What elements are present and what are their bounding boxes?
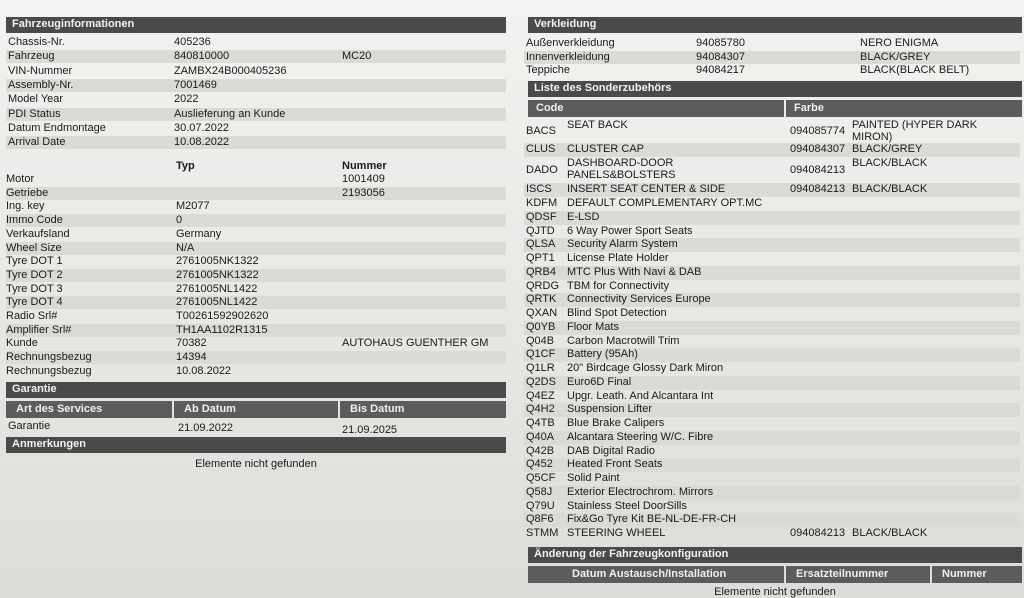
row-value: 2761005NL1422 bbox=[176, 282, 258, 295]
row-value: 7001469 bbox=[174, 78, 217, 91]
sonder-farbe: BLACK/BLACK bbox=[852, 157, 928, 169]
sonder-row bbox=[524, 225, 1020, 239]
sonder-num: 094084213 bbox=[790, 163, 846, 176]
sonder-num: 094085774 bbox=[790, 124, 846, 137]
row-label: Radio Srl# bbox=[6, 310, 58, 322]
row-value: 405236 bbox=[174, 36, 211, 48]
component-info-row bbox=[6, 228, 506, 241]
sonder-row bbox=[524, 183, 1020, 197]
sonder-num: 094084213 bbox=[790, 183, 846, 195]
verkleidung-label: Teppiche bbox=[526, 64, 571, 76]
sonder-desc: Suspension Lifter bbox=[567, 403, 652, 416]
sonder-code: Q0YB bbox=[526, 320, 556, 333]
vehicle-info-row bbox=[6, 136, 506, 149]
sonder-title: Liste des Sonderzubehörs bbox=[534, 82, 672, 94]
sonder-row bbox=[524, 417, 1020, 431]
sonder-row bbox=[524, 335, 1020, 349]
verkleidung-label: Innenverkleidung bbox=[526, 50, 610, 63]
sonder-desc: Carbon Macrotwill Trim bbox=[567, 334, 680, 347]
sonder-col-code-label: Code bbox=[536, 102, 564, 114]
sonder-row bbox=[524, 527, 1020, 541]
sonder-code: CLUS bbox=[526, 143, 556, 155]
sonder-row bbox=[524, 403, 1020, 417]
anmerkungen-empty: Elemente nicht gefunden bbox=[195, 458, 317, 470]
sonder-desc: Exterior Electrochrom. Mirrors bbox=[567, 485, 714, 498]
vehicle-info-header bbox=[6, 17, 506, 33]
garantie-col-bis-label: Bis Datum bbox=[350, 403, 405, 415]
vehicle-info-row bbox=[6, 36, 506, 49]
sonder-code: QRB4 bbox=[526, 265, 556, 278]
aenderung-col-ersatzteil-label: Ersatzteilnummer bbox=[796, 568, 889, 580]
row-extra: MC20 bbox=[342, 50, 372, 63]
verkleidung-color: NERO ENIGMA bbox=[860, 37, 939, 49]
sonder-farbe: BLACK/GREY bbox=[852, 143, 923, 155]
component-info-row bbox=[6, 283, 506, 296]
row-value: 14394 bbox=[176, 351, 207, 364]
vehicle-info-row bbox=[6, 93, 506, 106]
anmerkungen-title: Anmerkungen bbox=[12, 438, 86, 450]
sonder-farbe: BLACK/BLACK bbox=[852, 183, 928, 195]
verkleidung-color: BLACK(BLACK BELT) bbox=[860, 64, 970, 76]
row-extra: 2193056 bbox=[342, 186, 385, 199]
garantie-bis-datum: 21.09.2025 bbox=[342, 424, 398, 436]
component-info-row bbox=[6, 173, 506, 186]
row-label: Verkaufsland bbox=[6, 227, 70, 240]
sonder-code: QXAN bbox=[526, 307, 558, 319]
sonder-desc: Euro6D Final bbox=[567, 375, 632, 388]
row-value: 2761005NK1322 bbox=[176, 255, 259, 268]
component-info-row bbox=[6, 337, 506, 350]
verkleidung-color: BLACK/GREY bbox=[860, 50, 931, 63]
component-info-row bbox=[6, 187, 506, 200]
sonder-code: KDFM bbox=[526, 197, 558, 209]
sonder-desc: License Plate Holder bbox=[567, 252, 669, 264]
sonder-desc: Connectivity Services Europe bbox=[567, 293, 711, 306]
row-value: TH1AA1102R1315 bbox=[176, 323, 268, 336]
row-value: 10.08.2022 bbox=[176, 364, 232, 377]
sonder-row bbox=[524, 500, 1020, 514]
row-value: M2077 bbox=[176, 200, 210, 213]
row-label: Fahrzeug bbox=[8, 50, 55, 63]
sonder-desc: Blue Brake Calipers bbox=[567, 417, 665, 429]
component-info-row bbox=[6, 269, 506, 282]
sonder-desc: E-LSD bbox=[567, 210, 600, 223]
garantie-ab-datum: 21.09.2022 bbox=[178, 422, 234, 434]
garantie-header bbox=[6, 382, 506, 398]
row-extra: 1001409 bbox=[342, 173, 385, 185]
component-info-row bbox=[6, 296, 506, 309]
sonder-code: BACS bbox=[526, 124, 556, 137]
garantie-service: Garantie bbox=[8, 420, 51, 432]
aenderung-col-nummer bbox=[932, 566, 1022, 583]
row-label: Datum Endmontage bbox=[8, 121, 106, 134]
sonder-row bbox=[524, 293, 1020, 307]
sonder-row bbox=[524, 458, 1020, 472]
row-value: ZAMBX24B000405236 bbox=[174, 64, 287, 77]
row-label: Arrival Date bbox=[8, 136, 66, 149]
row-label: Kunde bbox=[6, 337, 38, 350]
row-value: 2761005NK1322 bbox=[176, 268, 259, 281]
sonder-row bbox=[524, 238, 1020, 252]
sonder-desc: Floor Mats bbox=[567, 320, 619, 333]
row-value: Germany bbox=[176, 227, 222, 240]
row-value: 10.08.2022 bbox=[174, 136, 230, 149]
component-info-row bbox=[6, 214, 506, 227]
sonder-code: Q1CF bbox=[526, 348, 556, 361]
sonder-code: Q40A bbox=[526, 430, 555, 443]
sonder-code: DADO bbox=[526, 163, 558, 176]
verkleidung-row bbox=[524, 37, 1020, 50]
sonder-desc: Blind Spot Detection bbox=[567, 307, 667, 319]
sonder-desc: MTC Plus With Navi & DAB bbox=[567, 265, 702, 278]
sonder-row bbox=[524, 252, 1020, 266]
sonder-row bbox=[524, 321, 1020, 335]
row-value: Auslieferung an Kunde bbox=[174, 107, 286, 120]
garantie-col-ab-label: Ab Datum bbox=[184, 403, 236, 415]
vehicle-info-row bbox=[6, 122, 506, 135]
row-value: 0 bbox=[176, 214, 183, 227]
aenderung-col-datum bbox=[528, 566, 784, 583]
row-label: Ing. key bbox=[6, 200, 45, 213]
sonder-desc: TBM for Connectivity bbox=[567, 279, 670, 292]
sonder-col-farbe-label: Farbe bbox=[794, 102, 824, 114]
nummer-header: Nummer bbox=[342, 160, 387, 172]
row-label: Tyre DOT 1 bbox=[6, 255, 63, 268]
sonder-desc: DEFAULT COMPLEMENTARY OPT.MC bbox=[567, 197, 763, 209]
sonder-desc: Alcantara Steering W/C. Fibre bbox=[567, 430, 714, 443]
component-info-row bbox=[6, 324, 506, 337]
sonder-code: Q42B bbox=[526, 444, 555, 457]
sonder-desc: DASHBOARD-DOOR PANELS&BOLSTERS bbox=[567, 157, 676, 181]
aenderung-title: Änderung der Fahrzeugkonfiguration bbox=[534, 548, 729, 560]
verkleidung-header bbox=[528, 17, 1022, 33]
sonder-farbe: PAINTED (HYPER DARK MIRON) bbox=[852, 119, 978, 143]
sonder-code: Q1LR bbox=[526, 362, 555, 374]
sonder-code: ISCS bbox=[526, 183, 552, 195]
sonder-row bbox=[524, 119, 1020, 143]
sonder-code: QJTD bbox=[526, 224, 555, 237]
aenderung-header bbox=[528, 547, 1022, 563]
garantie-col-bis bbox=[340, 401, 506, 418]
garantie-title: Garantie bbox=[12, 383, 57, 395]
garantie-col-ab bbox=[174, 401, 338, 418]
sonder-row bbox=[524, 211, 1020, 225]
sonder-row bbox=[524, 445, 1020, 459]
verkleidung-code: 94084217 bbox=[696, 64, 745, 76]
sonder-code: Q2DS bbox=[526, 375, 556, 388]
row-label: Rechnungsbezug bbox=[6, 364, 92, 377]
sonder-code: Q4H2 bbox=[526, 403, 555, 416]
sonder-col-code bbox=[528, 100, 784, 117]
sonder-row bbox=[524, 431, 1020, 445]
component-info-row bbox=[6, 351, 506, 364]
row-extra: AUTOHAUS GUENTHER GM bbox=[342, 337, 489, 350]
verkleidung-title: Verkleidung bbox=[534, 18, 597, 30]
vehicle-info-row bbox=[6, 79, 506, 92]
row-value: 2761005NL1422 bbox=[176, 296, 258, 309]
row-label: VIN-Nummer bbox=[8, 64, 73, 77]
row-label: Tyre DOT 2 bbox=[6, 268, 63, 281]
sonder-code: Q58J bbox=[526, 485, 553, 498]
component-info-row bbox=[6, 242, 506, 255]
aenderung-col-ersatzteil bbox=[786, 566, 930, 583]
sonder-desc: Solid Paint bbox=[567, 472, 620, 484]
verkleidung-code: 94084307 bbox=[696, 50, 745, 63]
sonder-row bbox=[524, 513, 1020, 527]
row-value: 840810000 bbox=[174, 50, 230, 63]
sonder-row bbox=[524, 157, 1020, 183]
sonder-code: QRTK bbox=[526, 293, 557, 306]
sonder-row bbox=[524, 376, 1020, 390]
sonder-code: QDSF bbox=[526, 210, 557, 223]
row-label: Motor bbox=[6, 173, 35, 185]
sonder-desc: STEERING WHEEL bbox=[567, 527, 666, 539]
sonder-code: Q4TB bbox=[526, 417, 555, 429]
sonder-desc: Security Alarm System bbox=[567, 238, 678, 251]
sonder-num: 094084213 bbox=[790, 527, 846, 539]
row-label: Amplifier Srl# bbox=[6, 323, 72, 336]
sonder-farbe: BLACK/BLACK bbox=[852, 527, 928, 539]
verkleidung-row bbox=[524, 51, 1020, 64]
sonder-header bbox=[528, 81, 1022, 97]
typ-header: Typ bbox=[176, 160, 195, 172]
sonder-desc: DAB Digital Radio bbox=[567, 444, 656, 457]
sonder-desc: CLUSTER CAP bbox=[567, 143, 645, 155]
component-info-row bbox=[6, 310, 506, 323]
row-label: Rechnungsbezug bbox=[6, 351, 92, 364]
component-info-row bbox=[6, 255, 506, 268]
sonder-code: Q452 bbox=[526, 458, 553, 471]
row-label: Wheel Size bbox=[6, 241, 62, 254]
garantie-col-service bbox=[6, 401, 172, 418]
row-value: 2022 bbox=[174, 93, 199, 106]
sonder-desc: Upgr. Leath. And Alcantara Int bbox=[567, 389, 714, 402]
sonder-code: Q8F6 bbox=[526, 513, 554, 526]
verkleidung-code: 94085780 bbox=[696, 37, 745, 49]
sonder-row bbox=[524, 266, 1020, 280]
anmerkungen-header bbox=[6, 437, 506, 453]
sonder-code: Q5CF bbox=[526, 472, 556, 484]
sonder-code: QRDG bbox=[526, 279, 559, 292]
vehicle-info-row bbox=[6, 50, 506, 63]
row-value: 70382 bbox=[176, 337, 207, 350]
component-info-row bbox=[6, 365, 506, 378]
vehicle-info-row bbox=[6, 65, 506, 78]
sonder-desc: SEAT BACK bbox=[567, 119, 628, 131]
row-value: N/A bbox=[176, 241, 195, 254]
sonder-row bbox=[524, 486, 1020, 500]
sonder-code: QLSA bbox=[526, 238, 556, 251]
sonder-desc: 6 Way Power Sport Seats bbox=[567, 224, 693, 237]
sonder-desc: 20" Birdcage Glossy Dark Miron bbox=[567, 362, 724, 374]
row-label: Immo Code bbox=[6, 214, 63, 227]
aenderung-col-datum-label: Datum Austausch/Installation bbox=[572, 568, 727, 580]
vehicle-info-row bbox=[6, 108, 506, 121]
garantie-col-service-label: Art des Services bbox=[16, 403, 103, 415]
row-label: Model Year bbox=[8, 93, 64, 106]
vehicle-info-title: Fahrzeuginformationen bbox=[12, 18, 135, 30]
sonder-row bbox=[524, 280, 1020, 294]
aenderung-empty: Elemente nicht gefunden bbox=[714, 586, 836, 598]
sonder-code: STMM bbox=[526, 527, 559, 539]
verkleidung-label: Außenverkleidung bbox=[526, 37, 615, 49]
sonder-row bbox=[524, 472, 1020, 486]
row-label: Tyre DOT 3 bbox=[6, 282, 63, 295]
sonder-desc: Battery (95Ah) bbox=[567, 348, 638, 361]
sonder-row bbox=[524, 348, 1020, 362]
sonder-row bbox=[524, 390, 1020, 404]
sonder-row bbox=[524, 143, 1020, 157]
sonder-desc: Fix&Go Tyre Kit BE-NL-DE-FR-CH bbox=[567, 513, 737, 526]
sonder-code: Q04B bbox=[526, 334, 555, 347]
sonder-desc: Stainless Steel DoorSills bbox=[567, 499, 687, 512]
sonder-row bbox=[524, 362, 1020, 376]
row-label: PDI Status bbox=[8, 107, 61, 120]
verkleidung-row bbox=[524, 64, 1020, 77]
row-value: 30.07.2022 bbox=[174, 121, 230, 134]
sonder-row bbox=[524, 307, 1020, 321]
aenderung-col-nummer-label: Nummer bbox=[942, 568, 987, 580]
row-label: Getriebe bbox=[6, 186, 49, 199]
sonder-col-farbe bbox=[786, 100, 1022, 117]
sonder-code: QPT1 bbox=[526, 252, 555, 264]
row-label: Assembly-Nr. bbox=[8, 78, 74, 91]
row-value: T00261592902620 bbox=[176, 310, 269, 322]
row-label: Chassis-Nr. bbox=[8, 36, 65, 48]
component-info-row bbox=[6, 200, 506, 213]
sonder-num: 094084307 bbox=[790, 143, 846, 155]
sonder-code: Q79U bbox=[526, 499, 555, 512]
sonder-row bbox=[524, 197, 1020, 211]
sonder-code: Q4EZ bbox=[526, 389, 555, 402]
sonder-desc: INSERT SEAT CENTER & SIDE bbox=[567, 183, 726, 195]
sonder-desc: Heated Front Seats bbox=[567, 458, 663, 471]
row-label: Tyre DOT 4 bbox=[6, 296, 63, 309]
